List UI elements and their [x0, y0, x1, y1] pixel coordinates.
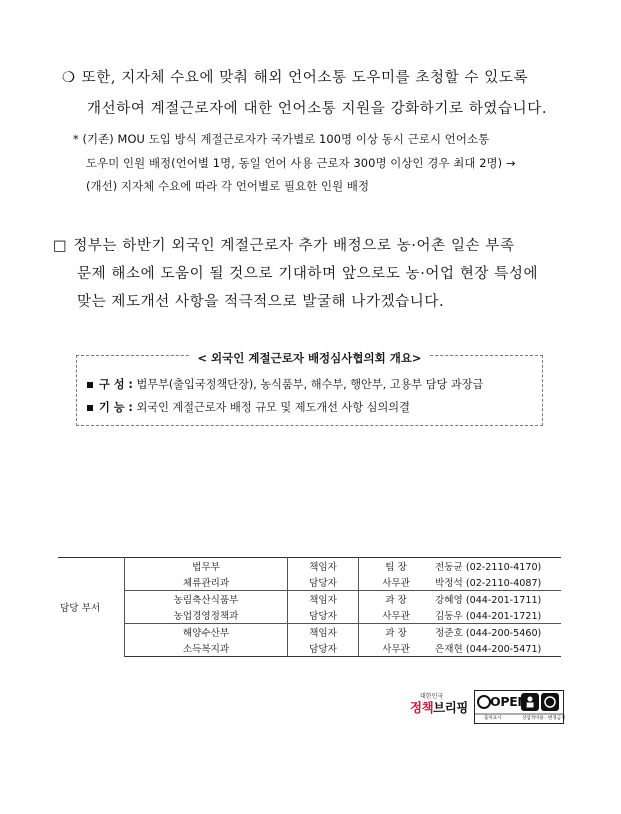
open-caption-right: 상업적이용 · 변경금지 [522, 716, 566, 721]
dept-label: 담당 부서 [58, 558, 125, 657]
note-line3: (개선) 지자체 수요에 따라 각 언어별로 필요한 인원 배정 [86, 179, 370, 193]
box-row-function: 기 능 : 외국인 계절근로자 배정 규모 및 제도개선 사항 심의의결 [87, 399, 410, 415]
note-line2: 도우미 인원 배정(언어별 1명, 동일 언어 사용 근로자 300명 이상인 경우 최대 2명) → [86, 156, 516, 170]
note-line1: * (기존) MOU 도입 방식 계절근로자가 국가별로 100명 이상 동시 근로시 언어소통 [73, 132, 490, 146]
square-bullet-icon [87, 382, 93, 388]
council-overview-box [76, 351, 543, 426]
para1-line2: 개선하여 계절근로자에 대한 언어소통 지원을 강화하기로 하였습니다. [87, 101, 548, 117]
open-caption-left: 출처표시 [484, 716, 502, 721]
table-row: 농림축산식품부 책임자 과 장 강혜영 (044-201-1711) [58, 591, 561, 608]
policy-briefing-logo: 대한민국 정책브리핑 [410, 693, 468, 715]
table-row: 해양수산부 책임자 과 장 정준호 (044-200-5460) [58, 624, 561, 641]
para2-line3: 맞는 제도개선 사항을 적극적으로 발굴해 나가겠습니다. [77, 294, 445, 310]
table-row: 소득복지과 담당자 사무관 은재현 (044-200-5471) [58, 640, 561, 657]
box-title: < 외국인 계절근로자 배정심사협의회 개요> [77, 347, 542, 366]
open-text: OPEN [490, 694, 528, 709]
box-row-composition: 구 성 : 법무부(출입국정책단장), 농식품부, 해수부, 행안부, 고용부 담당 과장급 [87, 376, 483, 392]
contacts-table [58, 557, 561, 657]
table-row: 담당 부서 법무부 책임자 팀 장 전동균 (02-2110-4170) [58, 558, 561, 575]
square-bullet-icon [87, 405, 93, 411]
open-license-logo [474, 690, 564, 724]
circle-bullet-icon: ❍ [62, 70, 76, 86]
table-row: 체류관리과 담당자 사무관 박정석 (02-2110-4087) [58, 574, 561, 591]
table-row: 농업경영정책과 담당자 사무관 김동우 (044-201-1721) [58, 607, 561, 624]
para2-line2: 문제 해소에 도움이 될 것으로 기대하며 앞으로도 농·어업 현장 특성에 [77, 266, 539, 282]
para2-line1: □ 정부는 하반기 외국인 계절근로자 추가 배정으로 농·어촌 일손 부족 [53, 238, 515, 254]
square-bullet-icon: □ [53, 238, 68, 254]
para1-line1: ❍ 또한, 지자체 수요에 맞춰 해외 언어소통 도우미를 초청할 수 있도록 [62, 70, 529, 86]
